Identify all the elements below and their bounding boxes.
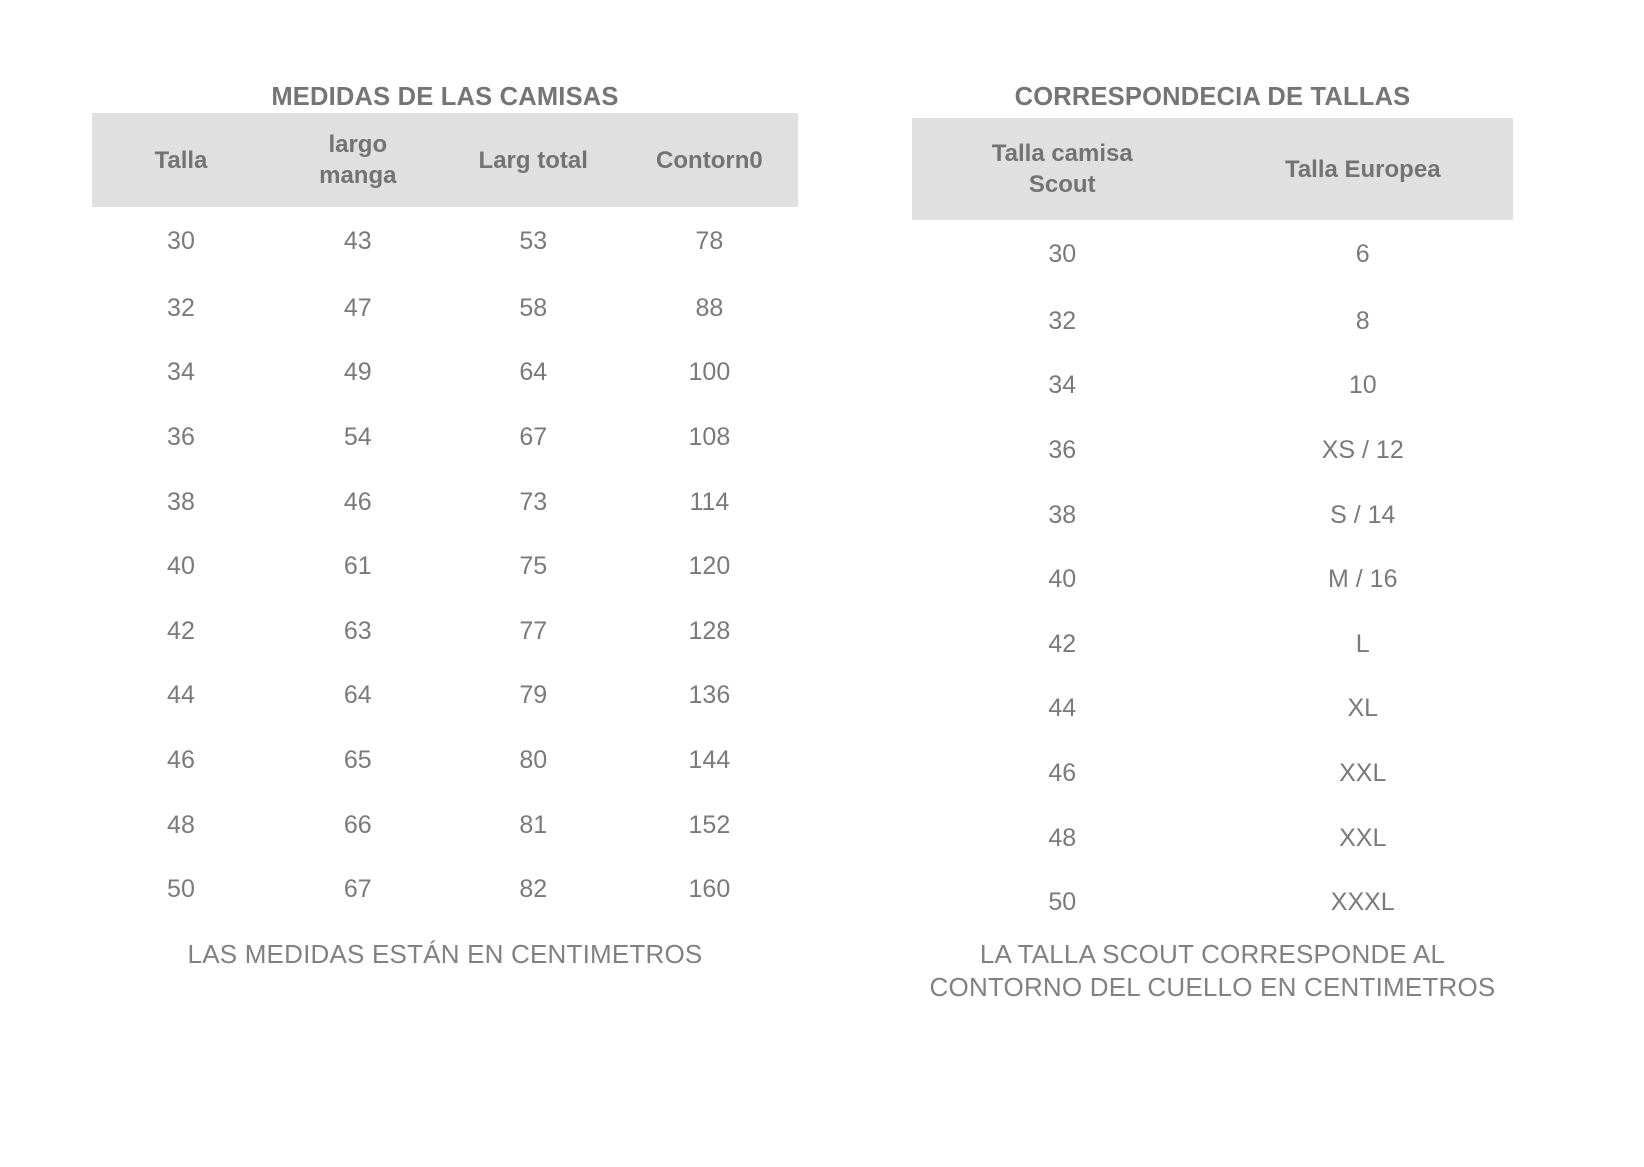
- cell-largo-manga: 54: [270, 405, 446, 470]
- column-header-line: Talla Europea: [1284, 155, 1441, 183]
- table-row: [92, 857, 798, 922]
- cell-largo-manga: 66: [270, 793, 446, 858]
- cell-contorno: 78: [621, 207, 798, 276]
- cell-talla-europea: XXXL: [1213, 870, 1514, 935]
- shirt-measurements-panel: [92, 0, 798, 1167]
- cell-larg-total: 79: [446, 664, 621, 729]
- shirt-measurements-table: [92, 113, 798, 922]
- cell-contorno: 160: [621, 857, 798, 922]
- table-row: [912, 677, 1513, 742]
- cell-talla-europea: XL: [1213, 677, 1514, 742]
- cell-contorno: 100: [621, 341, 798, 406]
- table-row: [92, 405, 798, 470]
- cell-contorno: 128: [621, 599, 798, 664]
- cell-talla: 40: [92, 534, 270, 599]
- cell-talla: 38: [92, 470, 270, 535]
- table-row: [912, 418, 1513, 483]
- table-row: [912, 483, 1513, 548]
- cell-largo-manga: 61: [270, 534, 446, 599]
- cell-talla-europea: XXL: [1213, 741, 1514, 806]
- column-header-line: Larg total: [478, 146, 588, 174]
- table-row: [912, 220, 1513, 289]
- column-header-contorno: [621, 113, 798, 207]
- column-header-largo-manga: [270, 113, 446, 207]
- cell-largo-manga: 43: [270, 207, 446, 276]
- cell-talla-europea: L: [1213, 612, 1514, 677]
- cell-contorno: 108: [621, 405, 798, 470]
- table-row: [912, 547, 1513, 612]
- cell-contorno: 144: [621, 728, 798, 793]
- cell-talla-scout: 42: [912, 612, 1213, 677]
- cell-largo-manga: 63: [270, 599, 446, 664]
- cell-talla-europea: 10: [1213, 354, 1514, 419]
- column-header-talla: [92, 113, 270, 207]
- table-row: [912, 354, 1513, 419]
- cell-talla: 42: [92, 599, 270, 664]
- column-header-talla-camisa-scout: [912, 118, 1213, 220]
- cell-contorno: 114: [621, 470, 798, 535]
- cell-larg-total: 58: [446, 276, 621, 341]
- cell-talla-scout: 30: [912, 220, 1213, 289]
- cell-talla: 30: [92, 207, 270, 276]
- cell-larg-total: 73: [446, 470, 621, 535]
- cell-talla-europea: 6: [1213, 220, 1514, 289]
- cell-larg-total: 67: [446, 405, 621, 470]
- cell-larg-total: 64: [446, 341, 621, 406]
- cell-largo-manga: 47: [270, 276, 446, 341]
- table-row: [92, 534, 798, 599]
- cell-talla-europea: XXL: [1213, 806, 1514, 871]
- cell-contorno: 120: [621, 534, 798, 599]
- table-row: [912, 870, 1513, 935]
- table-row: [912, 612, 1513, 677]
- table-row: [92, 599, 798, 664]
- cell-talla: 34: [92, 341, 270, 406]
- cell-talla: 46: [92, 728, 270, 793]
- cell-talla-scout: 36: [912, 418, 1213, 483]
- cell-talla-europea: M / 16: [1213, 547, 1514, 612]
- cell-larg-total: 80: [446, 728, 621, 793]
- table-row: [92, 793, 798, 858]
- cell-contorno: 136: [621, 664, 798, 729]
- cell-larg-total: 77: [446, 599, 621, 664]
- size-correspondence-panel: [912, 0, 1513, 1167]
- cell-largo-manga: 67: [270, 857, 446, 922]
- cell-largo-manga: 65: [270, 728, 446, 793]
- table-row: [92, 276, 798, 341]
- cell-talla: 32: [92, 276, 270, 341]
- cell-largo-manga: 49: [270, 341, 446, 406]
- column-header-larg-total: [446, 113, 621, 207]
- table-row: [912, 806, 1513, 871]
- cell-talla: 36: [92, 405, 270, 470]
- cell-talla: 48: [92, 793, 270, 858]
- column-header-line: Contorn0: [656, 146, 763, 174]
- column-header-line: Talla: [154, 146, 208, 174]
- cell-talla-europea: 8: [1213, 289, 1514, 354]
- table-header-row: [912, 118, 1513, 220]
- cell-larg-total: 82: [446, 857, 621, 922]
- table-header-row: [92, 113, 798, 207]
- cell-talla-scout: 44: [912, 677, 1213, 742]
- column-header-line: Scout: [1028, 171, 1096, 198]
- column-header-line: largo: [328, 131, 388, 158]
- cell-larg-total: 53: [446, 207, 621, 276]
- cell-talla: 50: [92, 857, 270, 922]
- cell-talla-scout: 46: [912, 741, 1213, 806]
- cell-larg-total: 75: [446, 534, 621, 599]
- table-row: [92, 341, 798, 406]
- cell-contorno: 152: [621, 793, 798, 858]
- cell-talla-scout: 40: [912, 547, 1213, 612]
- table-header: [912, 118, 1513, 220]
- table-header: [92, 113, 798, 207]
- left-table-footnote: LAS MEDIDAS ESTÁN EN CENTIMETROS: [187, 939, 703, 969]
- cell-talla-scout: 34: [912, 354, 1213, 419]
- cell-talla: 44: [92, 664, 270, 729]
- table-row: [92, 207, 798, 276]
- cell-talla-europea: S / 14: [1213, 483, 1514, 548]
- cell-larg-total: 81: [446, 793, 621, 858]
- right-table-title: CORRESPONDECIA DE TALLAS: [1014, 83, 1411, 111]
- cell-largo-manga: 64: [270, 664, 446, 729]
- cell-largo-manga: 46: [270, 470, 446, 535]
- table-row: [92, 728, 798, 793]
- table-body: [92, 207, 798, 922]
- table-row: [912, 741, 1513, 806]
- table-body: [912, 220, 1513, 935]
- cell-talla-scout: 38: [912, 483, 1213, 548]
- column-header-line: Talla camisa: [991, 140, 1133, 167]
- right-table-footnote: LA TALLA SCOUT CORRESPONDE AL CONTORNO DEL CUELLO EN CENTIMETROS: [929, 939, 1496, 1002]
- table-row: [912, 289, 1513, 354]
- left-table-title: MEDIDAS DE LAS CAMISAS: [271, 83, 619, 111]
- cell-talla-europea: XS / 12: [1213, 418, 1514, 483]
- table-row: [92, 470, 798, 535]
- column-header-talla-europea: [1213, 118, 1514, 220]
- cell-contorno: 88: [621, 276, 798, 341]
- table-row: [92, 664, 798, 729]
- cell-talla-scout: 32: [912, 289, 1213, 354]
- column-header-line: manga: [319, 162, 397, 189]
- cell-talla-scout: 50: [912, 870, 1213, 935]
- size-correspondence-table: [912, 118, 1513, 935]
- cell-talla-scout: 48: [912, 806, 1213, 871]
